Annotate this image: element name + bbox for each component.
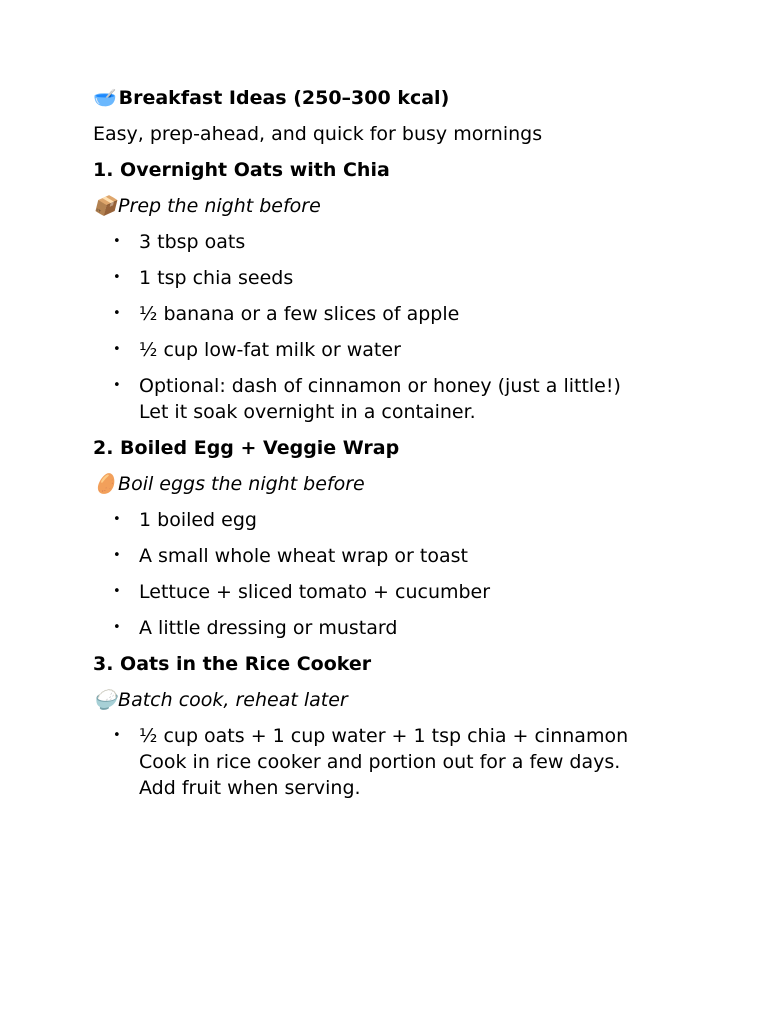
list-item-text: Lettuce + sliced tomato + cucumber bbox=[139, 581, 491, 603]
recipe-2-tip-text: Boil eggs the night before bbox=[118, 473, 365, 495]
list-item-text: 3 tbsp oats bbox=[139, 231, 246, 253]
list-item bbox=[93, 543, 713, 569]
page-title-text: Breakfast Ideas (250–300 kcal) bbox=[118, 87, 450, 109]
recipe-3-tip-text: Batch cook, reheat later bbox=[118, 689, 348, 711]
recipe-3-ingredients bbox=[93, 723, 713, 801]
list-item bbox=[93, 615, 713, 641]
list-item bbox=[93, 337, 713, 363]
list-item-text: 1 tsp chia seeds bbox=[139, 267, 294, 289]
bowl-icon: 🥣 bbox=[93, 87, 117, 109]
list-item bbox=[93, 723, 713, 801]
recipe-1-heading: 1. Overnight Oats with Chia bbox=[93, 159, 390, 181]
recipe-3-tip bbox=[93, 687, 713, 713]
list-item bbox=[93, 373, 713, 425]
list-item bbox=[93, 265, 713, 291]
list-item-note: Let it soak overnight in a container. bbox=[139, 401, 476, 423]
recipe-1-ingredients bbox=[93, 229, 713, 425]
list-item bbox=[93, 579, 713, 605]
list-item-note: Add fruit when serving. bbox=[139, 777, 361, 799]
recipe-1-tip bbox=[93, 193, 713, 219]
recipe-2-tip bbox=[93, 471, 713, 497]
recipe-2-ingredients bbox=[93, 507, 713, 641]
list-item bbox=[93, 229, 713, 255]
list-item-text: 1 boiled egg bbox=[139, 509, 257, 531]
document-content bbox=[93, 85, 713, 811]
list-item-text: A little dressing or mustard bbox=[139, 617, 398, 639]
list-item-text: A small whole wheat wrap or toast bbox=[139, 545, 468, 567]
recipe-2-heading: 2. Boiled Egg + Veggie Wrap bbox=[93, 437, 400, 459]
page-title bbox=[93, 85, 713, 111]
list-item-text: ½ banana or a few slices of apple bbox=[139, 303, 460, 325]
page-subtitle: Easy, prep-ahead, and quick for busy mornings bbox=[93, 123, 543, 145]
recipe-3-heading: 3. Oats in the Rice Cooker bbox=[93, 653, 372, 675]
list-item bbox=[93, 301, 713, 327]
list-item-text: ½ cup low-fat milk or water bbox=[139, 339, 401, 361]
list-item-text: • Optional: dash of cinnamon or honey (just a little!) bbox=[139, 375, 621, 397]
egg-icon: 🥚 bbox=[93, 473, 117, 495]
recipe-1-tip-text: Prep the night before bbox=[118, 195, 321, 217]
rice-icon: 🍚 bbox=[93, 689, 117, 711]
list-item bbox=[93, 507, 713, 533]
list-item-note: Cook in rice cooker and portion out for a few days. bbox=[139, 751, 621, 773]
list-item-text: • ½ cup oats + 1 cup water + 1 tsp chia + cinnamon bbox=[139, 725, 629, 747]
box-icon: 📦 bbox=[93, 195, 117, 217]
